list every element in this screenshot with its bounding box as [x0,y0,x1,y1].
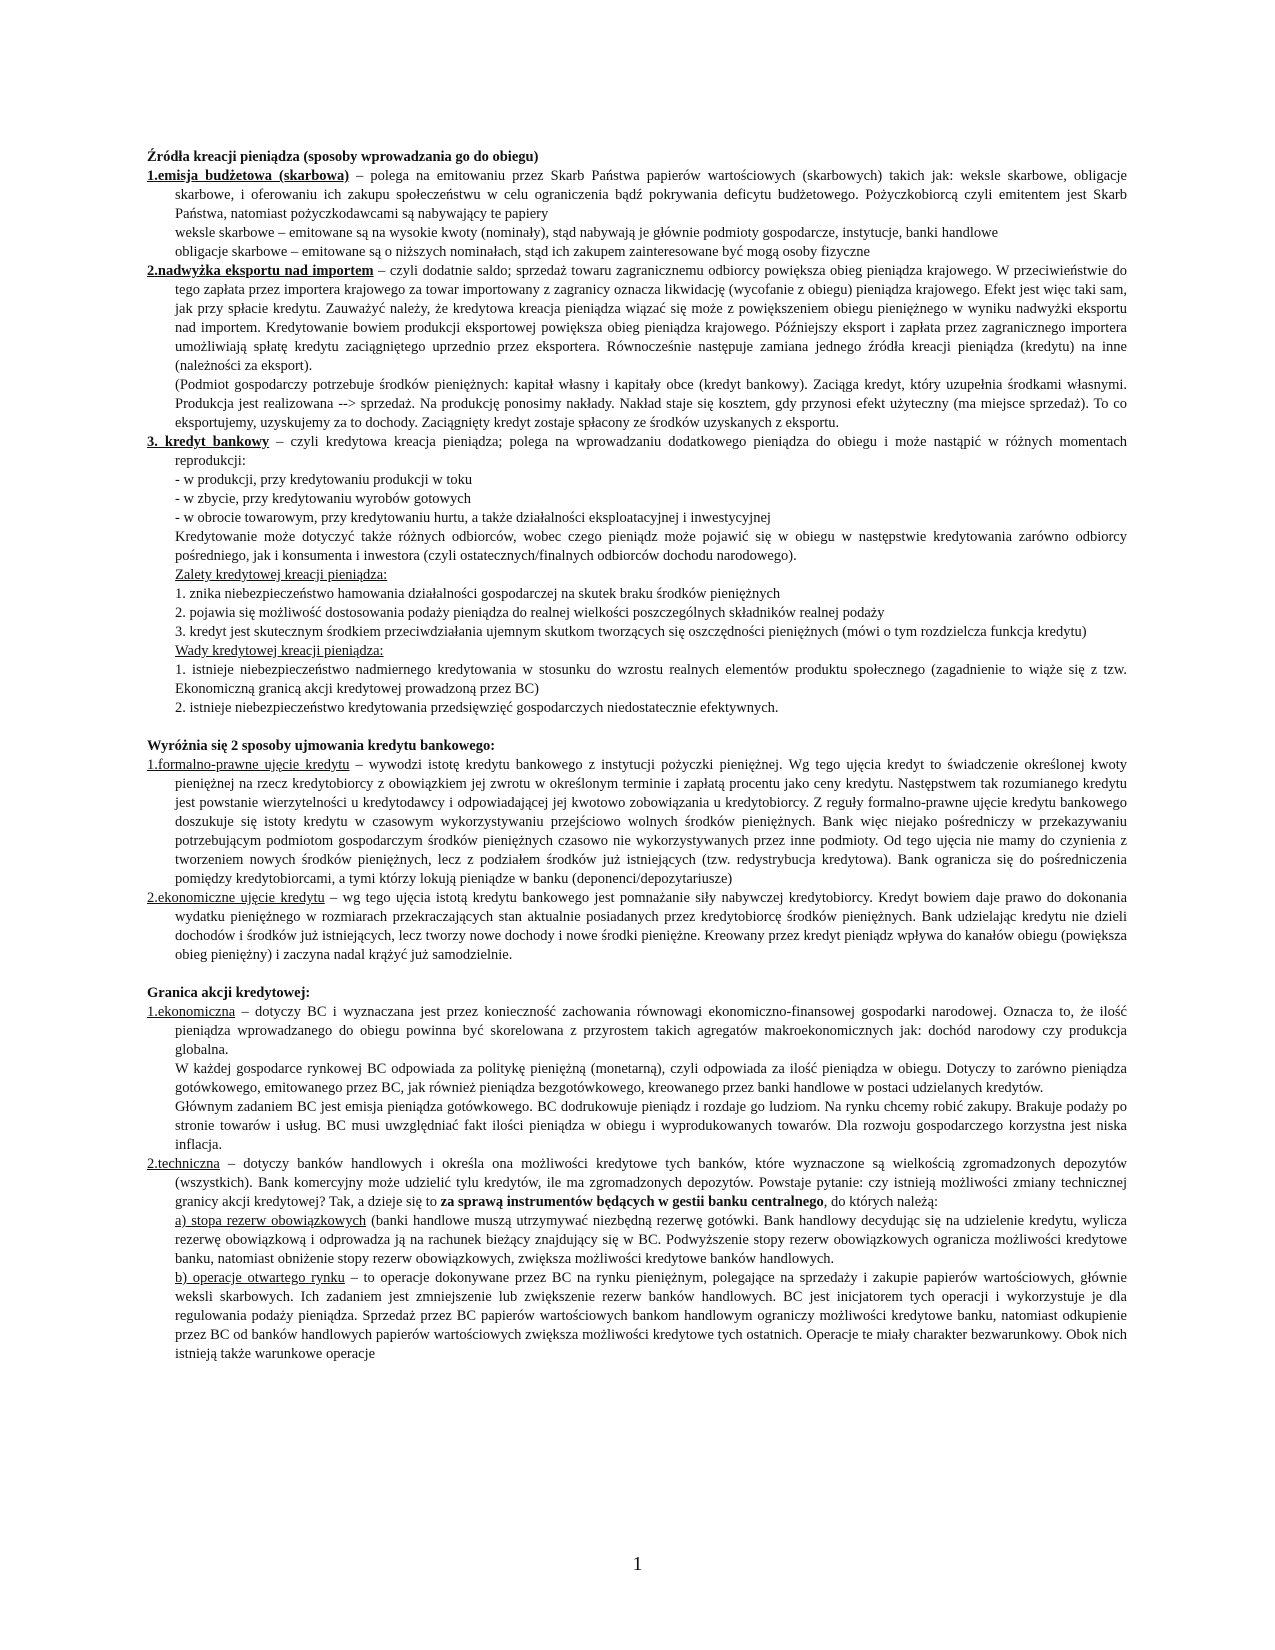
list-item [147,1155,1127,1212]
paragraph-text: Kredytowanie może dotyczyć także różnych odbiorców, wobec czego pieniądz może pojawić się w obiegu w następstwie kredytowania zarówno odbiorcy pośredniego, jak i konsumenta i inwestora (czyli ostatecznych/finalnych odbiorców dochodu narodowego). [175,529,1127,564]
paragraph-text: – dotyczy banków handlowych i określa ona możliwości kredytowe tych banków, które wyznaczone są wielkością zgromadzonych depozytów (wszystkich). Bank komercyjny może udzielić tylu kredytów, ile ma zgromadzonych depozytów. Powstaje pytanie: czy istnieją możliwości zmiany technicznej granicy akcji kredytowej? Tak, a dzieje się to [175,1156,1127,1210]
subheading: Wady kredytowej kreacji pieniądza: [175,643,384,659]
paragraph-text: (banki handlowe muszą utrzymywać niezbędną rezerwę gotówki. Bank handlowy decydując się na udzielenie kredytu, wylicza rezerwę obowiązkową i odprowadza ją na rachunek bieżący znajdujący się w BC. Podwyższenie stopy rezerw obowiązkowych ogranicza możliwości kredytowe banku, natomiast obniżenie stopy rezerw obowiązkowych, zwiększa możliwości kredytowe banków handlowych. [175,1213,1127,1267]
section-heading: Wyróżnia się 2 sposoby ujmowania kredytu bankowego: [147,738,496,754]
list-item [147,1003,1127,1060]
list-item: 1. istnieje niebezpieczeństwo nadmiernego kredytowania w stosunku do wzrostu realnych elementów produktu społecznego (zagadnienie to wiąże się z tzw. Ekonomiczną granicą akcji kredytowej prowadzoną przez BC) [175,662,1127,697]
bullet-item: - w zbycie, przy kredytowaniu wyrobów gotowych [175,491,471,507]
paragraph-text: weksle skarbowe – emitowane są na wysokie kwoty (nominały), stąd nabywają je głównie podmioty gospodarcze, instytucje, banki handlowe [175,225,999,241]
paragraph-text: obligacje skarbowe – emitowane są o niższych nominałach, stąd ich zakupem zainteresowane być mogą osoby fizyczne [175,244,870,260]
list-item: 2. pojawia się możliwość dostosowania podaży pieniądza do realnej wielkości poszczególnych składników realnej podaży [175,605,885,621]
bullet-item: - w produkcji, przy kredytowaniu produkcji w toku [175,472,473,488]
paragraph-text: – wywodzi istotę kredytu bankowego z instytucji pożyczki pieniężnej. Wg tego ujęcia kredyt to świadczenie określonej kwoty pieniężnej na rzecz kredytobiorcy z obowiązkiem jej zwrotu w określonym terminie i zapłatą procentu jako ceny kredytu. Następstwem tak rozumianego kredytu jest powstanie wierzytelności u kredytodawcy i odpowiadającej jej kwotowo zobowiązania u kredytobiorcy. Z reguły formalno-prawne ujęcie kredytu bankowego doszukuje się istoty kredytu w czasowym wykorzystywaniu przejściowo wolnych środków pieniężnych. Bank więc niejako pośredniczy w przekazywaniu potrzebującym podmiotom gospodarczym środków pieniężnych czasowo nie wykorzystywanych przez inne podmioty. Od tego ujęcia nie mamy do czynienia z tworzeniem nowych środków pieniężnych, lecz z podziałem środków już istniejących (tzw. redystrybucja kredytowa). Bank ogranicza się do pośredniczenia pomiędzy kredytobiorcami, a tymi którzy lokują pieniądze w banku (deponenci/depozytariusze) [175,757,1127,887]
list-item: 1. znika niebezpieczeństwo hamowania działalności gospodarczej na skutek braku środków pieniężnych [175,586,781,602]
term: 1.formalno-prawne ujęcie kredytu [147,757,350,773]
list-item [147,889,1127,965]
paragraph-text: W każdej gospodarce rynkowej BC odpowiada za politykę pieniężną (monetarną), czyli odpowiada za ilość pieniądza w obiegu. Dotyczy to zarówno pieniądza gotówkowego, emitowanego przez BC, jak również pieniądza bezgotówkowego, kreowanego przez banki handlowe w postaci udzielanych kredytów. [175,1061,1127,1096]
list-item: 2. istnieje niebezpieczeństwo kredytowania przedsięwzięć gospodarczych niedostatecznie efektywnych. [175,700,779,716]
list-item [147,1212,1127,1269]
list-item: 3. kredyt jest skutecznym środkiem przeciwdziałania ujemnym skutkom tworzących się oszczędności pieniężnych (mówi o tym rozdzielcza funkcja kredytu) [175,624,1087,640]
list-item [147,167,1127,224]
page-number: 1 [632,1553,643,1575]
subheading: Zalety kredytowej kreacji pieniądza: [175,567,388,583]
bold-text: za sprawą instrumentów będących w gestii banku centralnego [440,1194,824,1210]
term: 3. kredyt bankowy [147,434,270,450]
term: a) stopa rezerw obowiązkowych [175,1213,367,1229]
list-item [147,433,1127,471]
term: b) operacje otwartego rynku [175,1270,345,1286]
list-item [147,1269,1127,1364]
paragraph-text: – to operacje dokonywane przez BC na rynku pieniężnym, polegające na sprzedaży i zakupie papierów wartościowych, głównie weksli skarbowych. Ich zadaniem jest zmniejszenie lub zwiększenie rezerw banków handlowych. BC jest inicjatorem tych operacji i wykorzystuje je dla regulowania podaży pieniądza. Sprzedaż przez BC papierów wartościowych bankom handlowym ograniczy możliwości kredytowe banku, natomiast odkupienie przez BC od banków handlowych papierów wartościowych zwiększa możliwości kredytowe tych ostatnich. Operacje te miały charakter bezwarunkowy. Obok nich istnieją także warunkowe operacje [175,1270,1127,1362]
list-item [147,756,1127,889]
paragraph-text: – polega na emitowaniu przez Skarb Państwa papierów wartościowych (skarbowych) takich jak: weksle skarbowe, obligacje skarbowe, i oferowaniu ich zakupu społeczeństwu w celu ograniczenia bądź pokrywania deficytu budżetowego. Pożyczkobiorcą czyli emitentem jest Skarb Państwa, natomiast pożyczkodawcami są nabywający te papiery [175,168,1127,222]
paragraph-text: – czyli kredytowa kreacja pieniądza; polega na wprowadzaniu dodatkowego pieniądza do obiegu i może nastąpić w różnych momentach reprodukcji: [175,434,1128,469]
list-item [147,262,1127,376]
paragraph-text: (Podmiot gospodarczy potrzebuje środków pieniężnych: kapitał własny i kapitały obce (kredyt bankowy). Zaciąga kredyt, który uzupełnia środkami własnymi. Produkcja jest realizowana --> sprzedaż. Na produkcję ponosimy nakłady. Nakład staje się kosztem, gdy przynosi efekt użyteczny (ma miejsce sprzedaż). To co eksportujemy, uzyskujemy za to dochody. Zaciągnięty kredyt zostaje spłacony ze środków uzyskanych z eksportu. [175,377,1127,431]
section-heading: Granica akcji kredytowej: [147,985,311,1001]
paragraph-text: – czyli dodatnie saldo; sprzedaż towaru zagranicznemu odbiorcy powiększa obieg pieniądza krajowego. W przeciwieństwie do tego zapłata przez importera krajowego za towar importowany z zagranicy oznacza likwidację (wycofanie z obiegu) pieniądza krajowego. Efekt jest więc taki sam, jak przy spłacie kredytu. Zauważyć należy, że kredytowa kreacja pieniądza wiązać się może z powiększeniem obiegu pieniężnego w wyniku nadwyżki eksportu nad importem. Kredytowanie bowiem produkcji eksportowej powiększa obieg pieniądza krajowego. Późniejszy eksport i zapłata przez zagranicznego importera umożliwiają spłatę kredytu zaciągniętego uprzednio przez eksportera. Równocześnie następuje zamiana jednego źródła kreacji pieniądza (kredytu) na inne (należności za eksport). [175,263,1127,374]
paragraph-text: – wg tego ujęcia istotą kredytu bankowego jest pomnażanie siły nabywczej kredytobiorcy. Kredyt bowiem daje prawo do dokonania wydatku pieniężnego w rozmiarach przekraczających stan aktualnie posiadanych przez kredytobiorcę środków pieniężnych. Bank udzielając kredytu nie dzieli dochodów i środków już istniejących, lecz tworzy nowe dochody i nowe środki pieniężne. Kreowany przez kredyt pieniądz wpływa do kanałów obiegu (powiększa obieg pieniężny) i zaczyna nadal krążyć już samodzielnie. [175,890,1127,963]
term: 2.ekonomiczne ujęcie kredytu [147,890,325,906]
term: 2.nadwyżka eksportu nad importem [147,263,374,279]
bullet-item: - w obrocie towarowym, przy kredytowaniu hurtu, a także działalności eksploatacyjnej i inwestycyjnej [175,510,771,526]
paragraph-text: – dotyczy BC i wyznaczana jest przez konieczność zachowania równowagi ekonomiczno-finansowej gospodarki narodowej. Oznacza to, że ilość pieniądza wprowadzanego do obiegu powinna być skorelowana z przyrostem takich agregatów makroekonomicznych jak: dochód narodowy czy produkcja globalna. [175,1004,1127,1058]
paragraph-text: Głównym zadaniem BC jest emisja pieniądza gotówkowego. BC dodrukowuje pieniądz i rozdaje go ludziom. Na rynku chcemy robić zakupy. Brakuje podaży po stronie towarów i usług. BC musi uwzględniać fakt ilości pieniądza w obiegu i wyprodukowanych towarów. Dla rozwoju gospodarczego korzystna jest niska inflacja. [175,1099,1127,1153]
section-heading: Źródła kreacji pieniądza (sposoby wprowadzania go do obiegu) [147,149,539,165]
term: 2.techniczna [147,1156,220,1172]
term: 1.ekonomiczna [147,1004,236,1020]
document-page [147,148,1127,1364]
term: 1.emisja budżetowa (skarbowa) [147,168,350,184]
paragraph-text: , do których należą: [823,1194,939,1210]
